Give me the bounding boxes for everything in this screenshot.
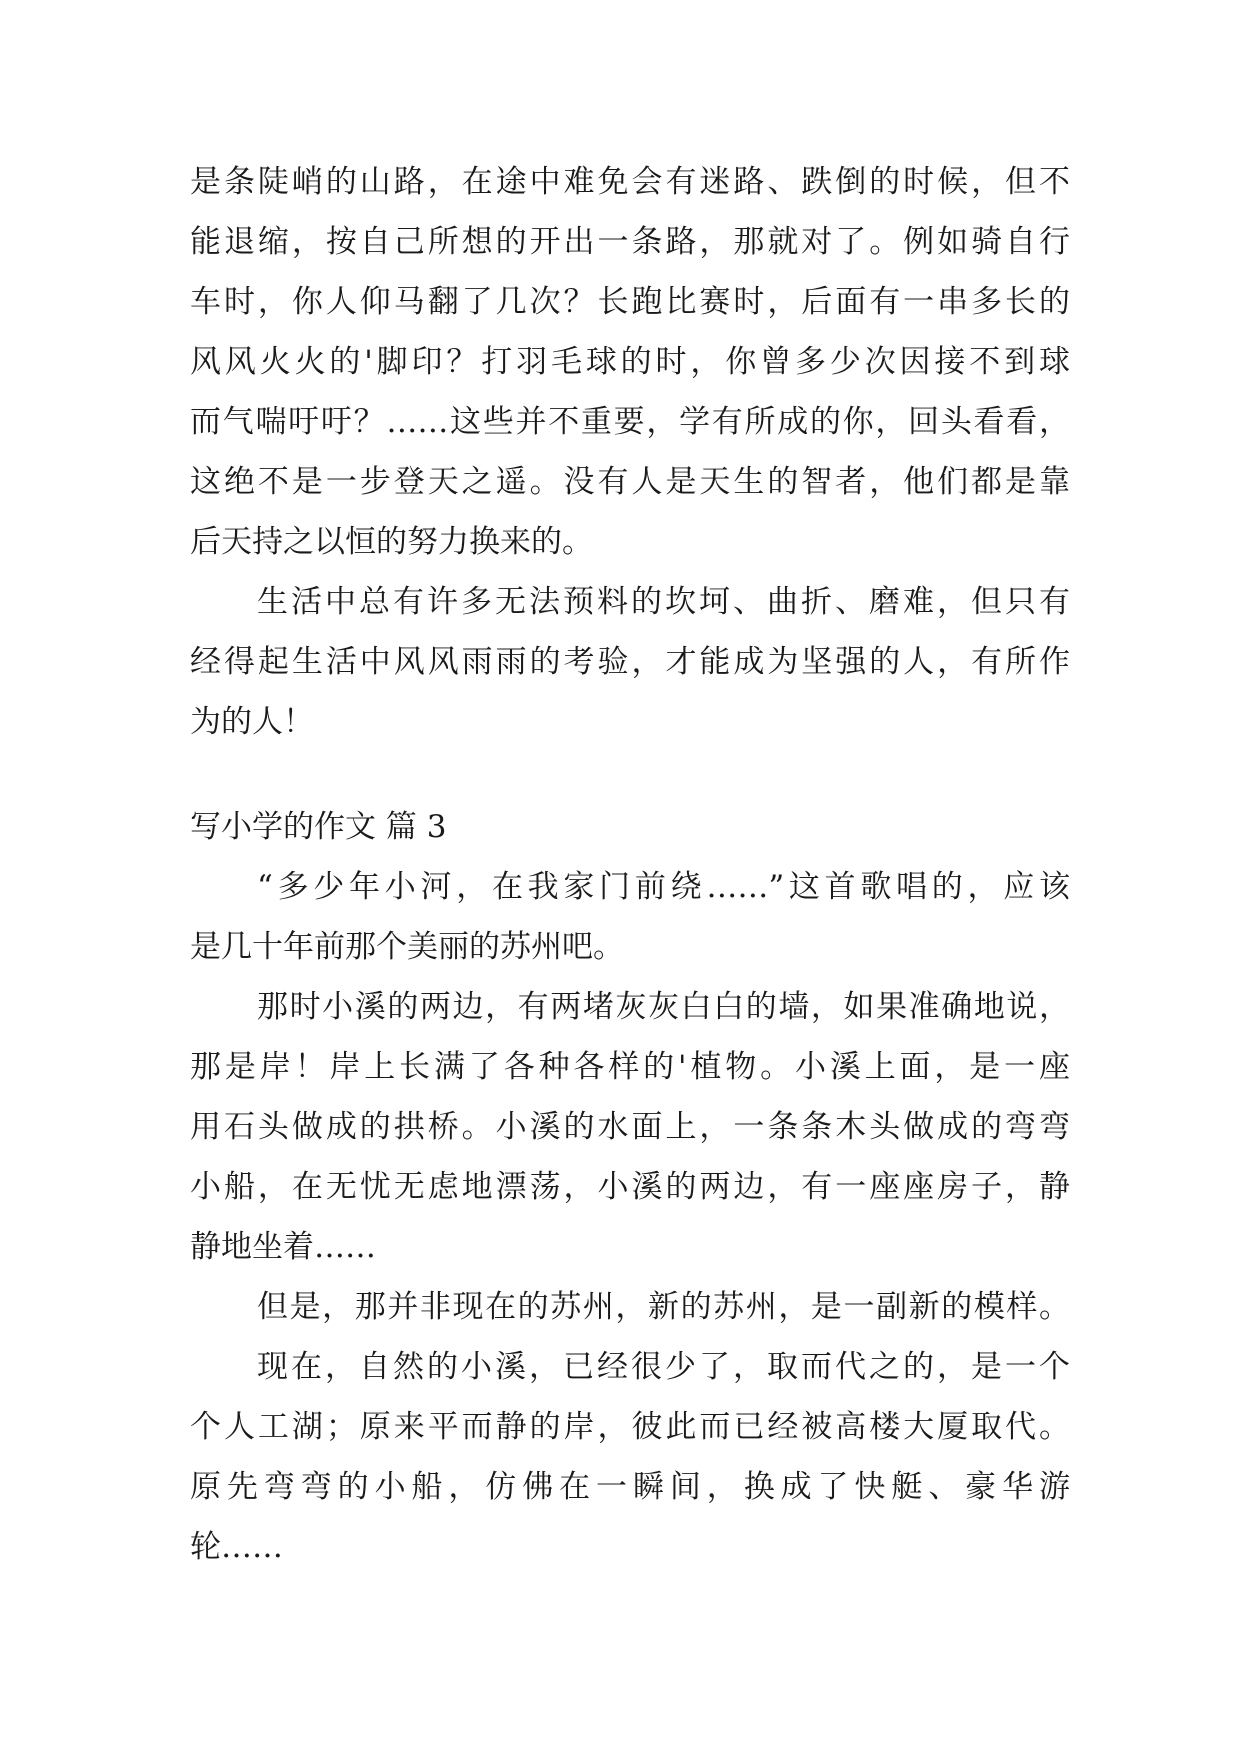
text-line: “多少年小河，在我家门前绕……”这首歌唱的，应该	[257, 869, 1070, 905]
section-heading: 写小学的作文 篇 3	[190, 809, 447, 845]
text-line: 那时小溪的两边，有两堵灰灰白白的墙，如果准确地说，	[257, 989, 1070, 1025]
text-line: 后天持之以恒的努力换来的。	[190, 524, 593, 560]
text-line: 是几十年前那个美丽的苏州吧。	[190, 929, 624, 965]
text-line: 用石头做成的拱桥。小溪的水面上，一条条木头做成的弯弯	[190, 1109, 1070, 1145]
text-line: 而气喘吁吁？……这些并不重要，学有所成的你，回头看看，	[190, 404, 1070, 440]
text-line: 是条陡峭的山路，在途中难免会有迷路、跌倒的时候，但不	[190, 164, 1070, 200]
text-line: 轮……	[190, 1529, 283, 1565]
text-line: 现在，自然的小溪，已经很少了，取而代之的，是一个	[257, 1349, 1070, 1385]
text-line: 静地坐着……	[190, 1229, 376, 1265]
text-line: 那是岸！岸上长满了各种各样的'植物。小溪上面，是一座	[190, 1049, 1070, 1085]
text-line: 经得起生活中风风雨雨的考验，才能成为坚强的人，有所作	[190, 644, 1070, 680]
text-line: 风风火火的'脚印？打羽毛球的时，你曾多少次因接不到球	[190, 344, 1070, 380]
text-line: 但是，那并非现在的苏州，新的苏州，是一副新的模样。	[257, 1289, 1070, 1325]
text-line: 车时，你人仰马翻了几次？长跑比赛时，后面有一串多长的	[190, 284, 1070, 320]
text-line: 生活中总有许多无法预料的坎坷、曲折、磨难，但只有	[257, 584, 1070, 620]
text-line: 原先弯弯的小船，仿佛在一瞬间，换成了快艇、豪华游	[190, 1469, 1070, 1505]
text-line: 个人工湖；原来平而静的岸，彼此而已经被高楼大厦取代。	[190, 1409, 1070, 1445]
text-line: 为的人！	[190, 704, 314, 740]
text-line: 这绝不是一步登天之遥。没有人是天生的智者，他们都是靠	[190, 464, 1070, 500]
text-line: 能退缩，按自己所想的开出一条路，那就对了。例如骑自行	[190, 224, 1070, 260]
text-line: 小船，在无忧无虑地漂荡，小溪的两边，有一座座房子，静	[190, 1169, 1070, 1205]
